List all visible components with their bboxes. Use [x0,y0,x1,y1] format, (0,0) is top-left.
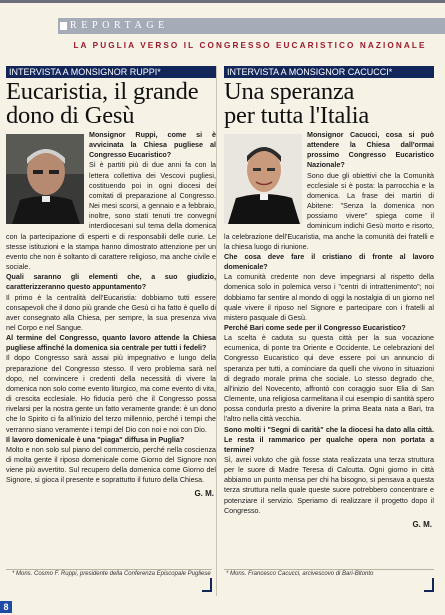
footnote-rule [224,569,434,570]
answer: Sì è partiti più di due anni fa con la lettera collettiva dei Vescovi pugliesi, costituendo poi in ogni diocesi dei comitati di preparazione al Congresso. Nei mesi scorsi, a gennaio e a febbraio, inoltre, sono stati tenuti tre convegni interdiocesani sul tema della domenica con la partecipazione di esperti e di responsabili delle curie. Le stesse istituzioni e la stampa hanno dimostrato attenzione per un evento che non è soltanto di carattere religioso, ma anche civile e sociale. [6,161,216,272]
signature: G. M. [194,489,214,499]
answer: Il dopo Congresso sarà assai più impegnativo e lungo della preparazione del Congresso stesso. Il vero problema sarà nel dopo, nel convincere i credenti della necessità di vivere la domenica non solo come evento liturgico, ma come evento di vita, di crescita ecclesiale. Ho fiducia però che il Congresso possa rivelarsi per la nostra gente un fatto veramente grande: è un dono che lo Spirito ci fa all'inizio del terzo millennio, perché i tempi che verranno siano veramente i tempi del Dio con noi e noi con Dio. [6,354,216,434]
footnote: * Mons. Cosmo F. Ruppi, presidente della Conferenza Episcopale Pugliese [12,571,211,577]
question: Che cosa deve fare il cristiano di fronte al lavoro domenicale? [224,252,434,272]
interview-cacucci [224,66,434,596]
question: Il lavoro domenicale è una "piaga" diffusa in Puglia? [6,435,185,444]
column-divider [216,66,217,596]
article-body [6,130,216,500]
portrait-photo [224,134,302,224]
answer: Molto e non solo sul piano del commercio, perché nella coscienza di molta gente il riposo domenicale come Giorno del Signore non viene più avvertito. Sul recupero della domenica come Giorno del Signore, si gioca il presente e soprattutto il futuro della Chiesa. [6,445,216,485]
title-line: Eucaristia, il grande [6,78,199,105]
answer: Sì, avrei voluto che già fosse stata realizzata una terza struttura per le suore di Madre Teresa di Calcutta. Ogni giorno in città abbiamo un punto mensa per chi ha bisogno, si pensava a questa terza struttura nella quale queste suore potrebbero concentrare e potenziare il servizio. Speriamo di realizzare il progetto dopo il Congresso. [224,456,434,515]
title-line: dono di Gesù [6,102,135,129]
question: Al termine del Congresso, quanto lavoro attende la Chiesa pugliese affinché la domenica sia centrale per tutti i fedeli? [6,334,216,353]
title-line: per tutta l'Italia [224,102,370,129]
page-number: 8 [0,601,12,613]
question: Sono molti i "Segni di carità" che la diocesi ha dato alla città. Le resta il rammarico per qualche opera non portata a termine? [224,425,434,454]
section-header: REPORTAGE [58,18,445,34]
interview-ruppi [6,66,216,596]
answer: La comunità credente non deve impegnarsi al rispetto della domenica solo in polemica verso i "centri di intrattenimento"; noi dobbiamo far sentire al mondo di oggi la nostalgia di un giorno nel quale vivere il riposo nel Signore e partecipare con i fratelli al mistero pasquale di Gesù. [224,273,434,322]
question: Monsignor Cacucci, cosa si può attendere la Chiesa dall'ormai prossimo Congresso Eucaristico Nazionale? [307,131,434,170]
interview-tag: INTERVISTA A MONSIGNOR CACUCCI* [224,66,434,78]
top-rule [0,0,445,3]
question: Quali saranno gli elementi che, a suo giudizio, caratterizzeranno questo appuntamento? [6,273,216,292]
answer: Il primo è la centralità dell'Eucaristia: dobbiamo tutti essere consapevoli che il dono più grande che Gesù ci ha fatto è quello di aver consegnato alla Chiesa, per sempre, la sua presenza viva nel Corpo e nel Sangue. [6,293,216,332]
signature: G. M. [412,519,432,529]
corner-mark [424,590,434,592]
portrait-photo [6,134,84,224]
answer: La scelta è caduta su questa città per la sua vocazione ecumenica, di ponte tra Oriente e Occidente. Le celebrazioni del Congresso Eucaristico qui deve essere poi un annuncio di speranza per tutti, a cominciare da quelli che vivono in situazioni di degrado morale prima che sociale. Lo stesso degrado che, all'inizio del Novecento, affrontò con coraggio suor Elia di San Clemente, una religiosa carmelitana il cui esempio di santità spero possa condurla presto a divenire la prima Beata nata a Bari, tra l'altro nella città vecchia. [224,334,434,424]
article-title [224,80,434,128]
answer: Sono due gli obiettivi che la Comunità ecclesiale si è posta: la parrocchia e la domenica. La frase dei martiri di Abitene: "Senza la domenica non possiamo vivere" spiega come il dominicum indichi Gesù morto e risorto, la celebrazione dell'Eucaristia, ma anche la comunità dei fratelli e la chiesa luogo di riunione. [224,171,434,251]
question: Perché Bari come sede per il Congresso Eucaristico? [224,323,406,332]
interview-tag: INTERVISTA A MONSIGNOR RUPPI* [6,66,216,78]
article-body [224,130,434,530]
footnote: * Mons. Francesco Cacucci, arcivescovo di Bari-Bitonto [226,571,374,577]
section-subtitle: LA PUGLIA VERSO IL CONGRESSO EUCARISTICO NAZIONALE [73,41,427,50]
corner-mark [202,590,212,592]
question: Monsignor Ruppi, come si è avvicinata la Chiesa pugliese al Congresso Eucaristico? [89,131,216,160]
article-title [6,80,216,128]
footnote-rule [6,569,212,570]
title-line: Una speranza [224,78,355,105]
